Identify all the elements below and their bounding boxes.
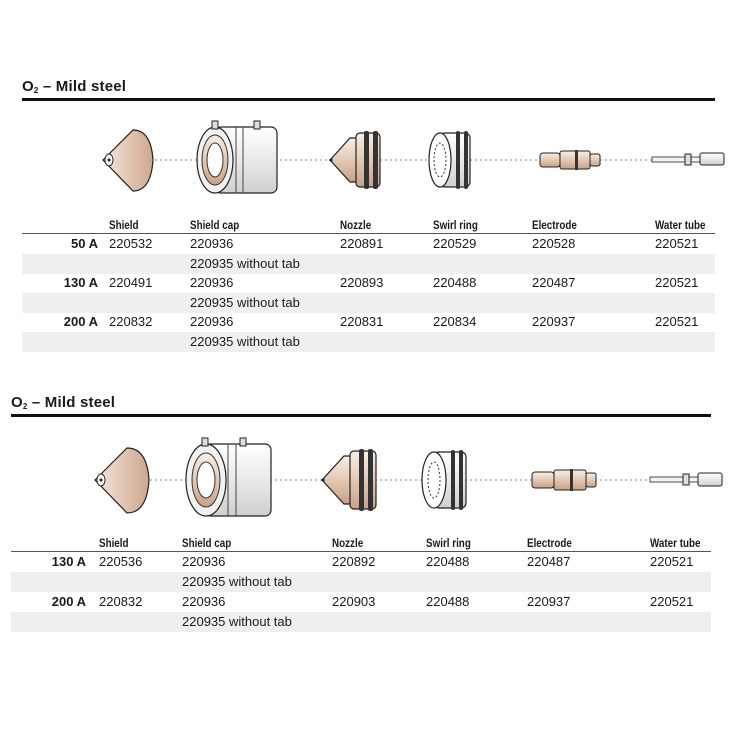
amperage: 200 A — [51, 594, 86, 609]
col-header-electrode: Electrode — [532, 218, 577, 232]
swirl-ring-part: 220834 — [433, 314, 477, 329]
swirl-ring-icon — [422, 450, 466, 510]
water-tube-part: 220521 — [650, 554, 694, 569]
swirl-ring-part: 220488 — [426, 554, 470, 569]
col-header-water-tube: Water tube — [650, 536, 701, 550]
shield-cap-alt-part: 220935 without tab — [182, 614, 292, 629]
col-header-shield-cap: Shield cap — [190, 218, 240, 232]
col-header-shield: Shield — [99, 536, 129, 550]
shield-cap-alt-part: 220935 without tab — [190, 334, 300, 349]
section-title: $O_2$ – Mild steel — [11, 394, 116, 411]
electrode-part: 220528 — [532, 236, 576, 251]
nozzle-icon — [321, 449, 376, 511]
nozzle-part: 220831 — [340, 314, 384, 329]
col-header-water-tube: Water tube — [655, 218, 706, 232]
shield-cap-part: 220936 — [190, 275, 234, 290]
nozzle-part: 220891 — [340, 236, 384, 251]
electrode-part: 220937 — [527, 594, 571, 609]
shield-part: 220832 — [99, 594, 143, 609]
electrode-part: 220487 — [527, 554, 571, 569]
col-header-nozzle: Nozzle — [340, 218, 372, 232]
electrode-part: 220937 — [532, 314, 576, 329]
nozzle-part: 220892 — [332, 554, 376, 569]
col-header-shield-cap: Shield cap — [182, 536, 232, 550]
water-tube-icon — [650, 473, 722, 486]
swirl-ring-part: 220488 — [426, 594, 470, 609]
shield-part: 220491 — [109, 275, 153, 290]
water-tube-part: 220521 — [650, 594, 694, 609]
shield-cap-part: 220936 — [190, 314, 234, 329]
table-row-shade — [11, 572, 711, 592]
nozzle-part: 220893 — [340, 275, 384, 290]
shield-cap-alt-part: 220935 without tab — [190, 295, 300, 310]
water-tube-part: 220521 — [655, 275, 699, 290]
section-title: $O_2$ – Mild steel — [22, 78, 127, 95]
amperage: 130 A — [63, 275, 98, 290]
electrode-icon — [532, 469, 596, 491]
col-header-shield: Shield — [109, 218, 139, 232]
shield-cap-alt-part: 220935 without tab — [182, 574, 292, 589]
nozzle-part: 220903 — [332, 594, 376, 609]
shield-part: 220536 — [99, 554, 143, 569]
water-tube-part: 220521 — [655, 236, 699, 251]
parts-illustration — [0, 420, 750, 530]
amperage: 200 A — [63, 314, 98, 329]
table-row-shade — [11, 612, 711, 632]
shield-cap-alt-part: 220935 without tab — [190, 256, 300, 271]
col-header-electrode: Electrode — [527, 536, 572, 550]
shield-cap-part: 220936 — [190, 236, 234, 251]
water-tube-part: 220521 — [655, 314, 699, 329]
title-rule — [11, 414, 711, 417]
electrode-part: 220487 — [532, 275, 576, 290]
col-header-swirl-ring: Swirl ring — [426, 536, 471, 550]
shield-cap-icon — [186, 438, 271, 516]
swirl-ring-part: 220529 — [433, 236, 477, 251]
shield-cap-part: 220936 — [182, 554, 226, 569]
shield-part: 220532 — [109, 236, 153, 251]
col-header-swirl-ring: Swirl ring — [433, 218, 478, 232]
shield-part: 220832 — [109, 314, 153, 329]
swirl-ring-part: 220488 — [433, 275, 477, 290]
amperage: 50 A — [71, 236, 98, 251]
shield-cap-part: 220936 — [182, 594, 226, 609]
amperage: 130 A — [51, 554, 86, 569]
col-header-nozzle: Nozzle — [332, 536, 364, 550]
shield-icon — [95, 448, 149, 513]
